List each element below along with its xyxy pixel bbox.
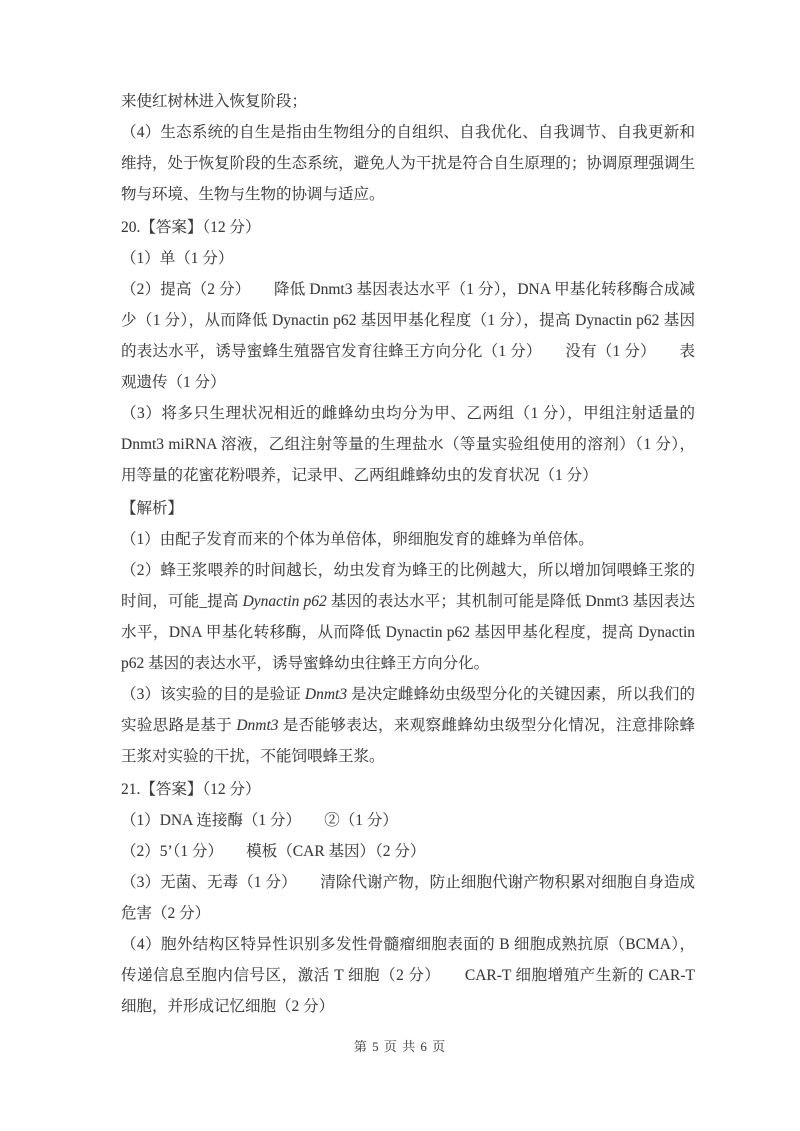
section-heading [121,493,695,524]
text-segment: 是决定雌蜂幼虫级型分化的关键因素，所以我们的实验思路是基于 [121,686,695,734]
answer-paragraph [121,243,695,274]
text-segment: 是否能够表达，来观察雌蜂幼虫级型分化情况，注意排除蜂王浆对实验的干扰，不能饲喂蜂王浆。 [121,717,695,765]
gene-name-italic: Dnmt3 [236,717,279,734]
text-segment: （2）蜂王浆喂养的时间越长，幼虫发育为蜂王的比例越大，所以增加饲喂蜂王浆的时间，可能_提高 [121,562,695,610]
text-segment: （3）将多只生理状况相近的雌蜂幼虫均分为甲、乙两组（1 分），甲组注射适量的 Dnmt3 miRNA 溶液，乙组注射等量的生理盐水（等量实验组使用的溶剂）（1 分），用等量的花蜜花粉喂养，记录甲、乙两组雌蜂幼虫的发育状况（1 分） [121,405,695,484]
text-segment: （2）提高（2 分） 降低 Dnmt3 基因表达水平（1 分），DNA 甲基化转移酶合成减少（1 分），从而降低 Dynactin p62 基因甲基化程度（1 分），提高 Dynactin p62 基因的表达水平，诱导蜜蜂生殖器官发育往蜂王方向分化（1 分） 没有（1 分） 表观遗传（1 分） [121,281,695,391]
text-segment: （4）生态系统的自生是指由生物组分的自组织、自我优化、自我调节、自我更新和维持，处于恢复阶段的生态系统，避免人为干扰是符合自生原理的；协调原理强调生物与环境、生物与生物的协调与适应。 [121,124,695,203]
answer-paragraph [121,86,695,117]
text-segment: 来使红树林进入恢复阶段； [121,93,308,110]
text-segment: （1）DNA 连接酶（1 分） ②（1 分） [121,812,398,829]
answer-paragraph [121,524,695,555]
text-segment: 21.【答案】（12 分） [121,781,261,798]
gene-name-italic: Dynactin p62 [242,593,327,610]
answer-paragraph [121,805,695,836]
answer-paragraph [121,117,695,210]
answer-paragraph [121,836,695,867]
answer-paragraph [121,867,695,929]
answer-paragraph [121,555,695,679]
answer-paragraph [121,398,695,491]
section-heading [121,212,695,243]
text-segment: （2）5’（1 分） 模板（CAR 基因）（2 分） [121,843,426,860]
gene-name-italic: Dnmt3 [304,686,348,703]
text-segment: （1）由配子发育而来的个体为单倍体，卵细胞发育的雄蜂为单倍体。 [121,531,594,548]
page-footer [0,1036,800,1055]
text-segment: （4）胞外结构区特异性识别多发性骨髓瘤细胞表面的 B 细胞成熟抗原（BCMA），传递信息至胞内信号区，激活 T 细胞（2 分） CAR-T 细胞增殖产生新的 CAR-T 细胞，并形成记忆细胞（2 分） [121,936,695,1015]
text-segment: 20.【答案】（12 分） [121,219,261,236]
text-segment: （3）无菌、无毒（1 分） 清除代谢产物，防止细胞代谢产物积累对细胞自身造成危害（2 分） [121,874,695,922]
text-segment: 基因的表达水平；其机制可能是降低 Dnmt3 基因表达水平，DNA 甲基化转移酶，从而降低 Dynactin p62 基因甲基化程度，提高 Dynactin p62 基因的表达水平，诱导蜜蜂幼虫往蜂王方向分化。 [121,593,695,672]
text-segment: （3）该实验的目的是验证 [121,686,305,703]
document-body [121,86,695,1022]
answer-paragraph [121,274,695,398]
answer-paragraph [121,929,695,1022]
text-segment: 【解析】 [121,500,184,517]
text-segment: （1）单（1 分） [121,250,234,267]
page-number: 第 5 页 共 6 页 [353,1039,447,1054]
answer-paragraph [121,679,695,772]
section-heading [121,774,695,805]
